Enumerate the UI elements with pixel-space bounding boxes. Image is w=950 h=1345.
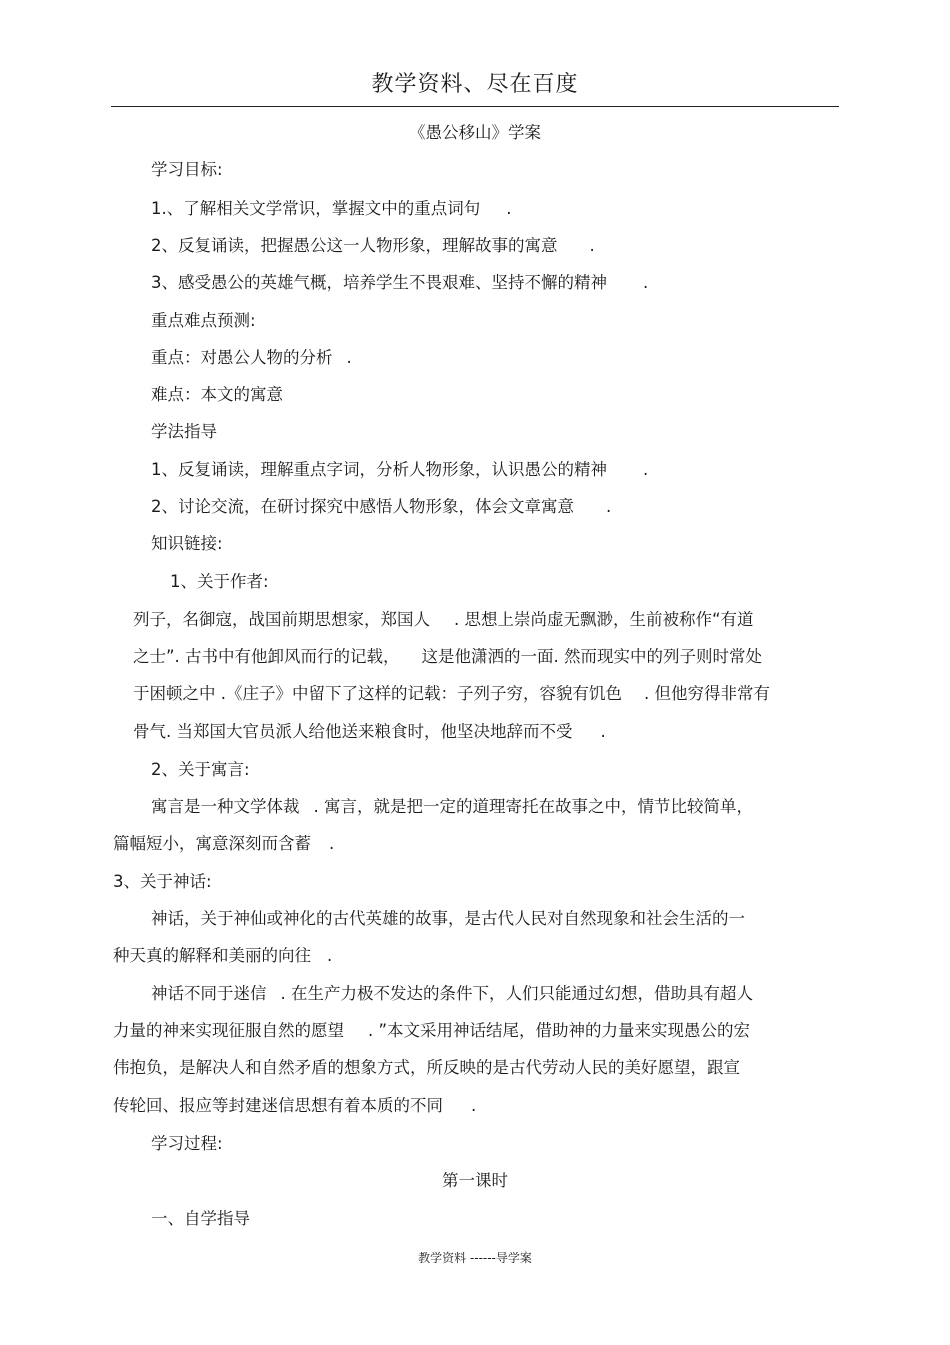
myth-heading: 3、关于神话: [113, 872, 212, 891]
author-paragraph-line-2 [133, 645, 762, 669]
fable-paragraph-line-1 [151, 795, 753, 819]
myth-paragraph-line-2 [113, 944, 332, 968]
text-segment: . [329, 834, 335, 853]
trailing-period: . [506, 199, 512, 218]
text-segment: 这是他潇洒的一面 [421, 647, 554, 666]
text-segment: 列子，名御寇，战国前期思想家，郑国人 [133, 610, 430, 629]
myth-paragraph-line-6 [113, 1094, 476, 1118]
text-segment: 种天真的解释和美丽的向往 [113, 946, 311, 965]
header-divider [111, 106, 839, 107]
text-segment: 力量的神来实现征服自然的愿望 [113, 1021, 344, 1040]
trailing-period: . [589, 236, 595, 255]
myth-paragraph-line-3 [151, 982, 753, 1006]
objectives-heading: 学习目标: [151, 160, 223, 179]
text-segment: . [471, 1096, 477, 1115]
author-paragraph-line-1 [133, 608, 754, 632]
page-header-title: 教学资料、尽在百度 [371, 72, 579, 97]
myth-paragraph-line-1 [151, 907, 745, 931]
author-paragraph-line-4 [133, 720, 606, 744]
objective-text: 1.、了解相关文学常识，掌握文中的重点词句 [151, 199, 481, 218]
text-segment: . 但他穷得非常有 [644, 684, 770, 703]
section-heading: 一、自学指导 [151, 1209, 250, 1228]
objective-item-2 [151, 234, 595, 258]
page-footer: 教学资料 ------导学案 [418, 1251, 532, 1265]
text-segment: 骨气. 当郑国大官员派人给他送来粮食时，他坚决地辞而不受 [133, 722, 573, 741]
text-segment: 之士”. 古书中有他卸风而行的记载， [133, 647, 400, 666]
text-segment: . 在生产力极不发达的条件下，人们只能通过幻想，借助具有超人 [280, 984, 753, 1003]
author-heading: 1、关于作者: [170, 572, 269, 591]
key-point-text: 重点：对愚公人物的分析 [151, 348, 333, 367]
method-item-2 [151, 495, 611, 519]
text-segment: 神话不同于迷信 [151, 984, 267, 1003]
text-segment: . [600, 722, 606, 741]
text-segment: 传轮回、报应等封建迷信思想有着本质的不同 [113, 1096, 443, 1115]
fable-paragraph-line-2 [113, 832, 334, 856]
author-paragraph-line-3 [133, 682, 770, 706]
lesson-title: 第一课时 [442, 1171, 508, 1190]
myth-paragraph-line-4 [113, 1019, 750, 1043]
text-segment: 寓言是一种文学体裁 [151, 797, 300, 816]
objective-text: 3、感受愚公的英雄气概，培养学生不畏艰难、坚持不懈的精神 [151, 273, 607, 292]
trailing-period: . [346, 348, 352, 367]
method-text: 2、讨论交流，在研讨探究中感悟人物形象，体会文章寓意 [151, 497, 574, 516]
text-segment: . 寓言，就是把一定的道理寄托在故事之中，情节比较简单， [313, 797, 753, 816]
text-segment: 于困顿之中 .《庄子》中留下了这样的记载：子列子穷，容貌有饥色 [133, 684, 622, 703]
text-segment: . 思想上崇尚虚无飘渺，生前被称作“有道 [454, 610, 754, 629]
objective-item-3 [151, 271, 648, 295]
method-item-1 [151, 458, 648, 482]
text-segment: 神话，关于神仙或神化的古代英雄的故事，是古代人民对自然现象和社会生活的一 [151, 909, 745, 928]
fable-heading: 2、关于寓言: [151, 760, 250, 779]
text-segment: 篇幅短小，寓意深刻而含蓄 [113, 834, 311, 853]
document-title: 《愚公移山》学案 [409, 123, 541, 142]
process-heading: 学习过程: [151, 1134, 223, 1153]
method-text: 1、反复诵读，理解重点字词，分析人物形象，认识愚公的精神 [151, 460, 607, 479]
key-point [151, 346, 352, 370]
trailing-period: . [643, 460, 649, 479]
method-heading: 学法指导 [151, 422, 217, 441]
knowledge-heading: 知识链接: [151, 534, 223, 553]
text-segment: . 然而现实中的列子则时常处 [553, 647, 763, 666]
key-points-heading: 重点难点预测: [151, 311, 256, 330]
text-segment: . ”本文采用神话结尾，借助神的力量来实现愚公的宏 [368, 1021, 751, 1040]
objective-item-1 [151, 197, 512, 221]
text-segment: . [327, 946, 333, 965]
text-segment: 伟抱负，是解决人和自然矛盾的想象方式，所反映的是古代劳动人民的美好愿望，跟宣 [113, 1058, 740, 1077]
trailing-period: . [643, 273, 649, 292]
objective-text: 2、反复诵读，把握愚公这一人物形象，理解故事的寓意 [151, 236, 558, 255]
myth-paragraph-line-5 [113, 1056, 740, 1080]
difficult-point: 难点：本文的寓意 [151, 385, 283, 404]
trailing-period: . [606, 497, 612, 516]
